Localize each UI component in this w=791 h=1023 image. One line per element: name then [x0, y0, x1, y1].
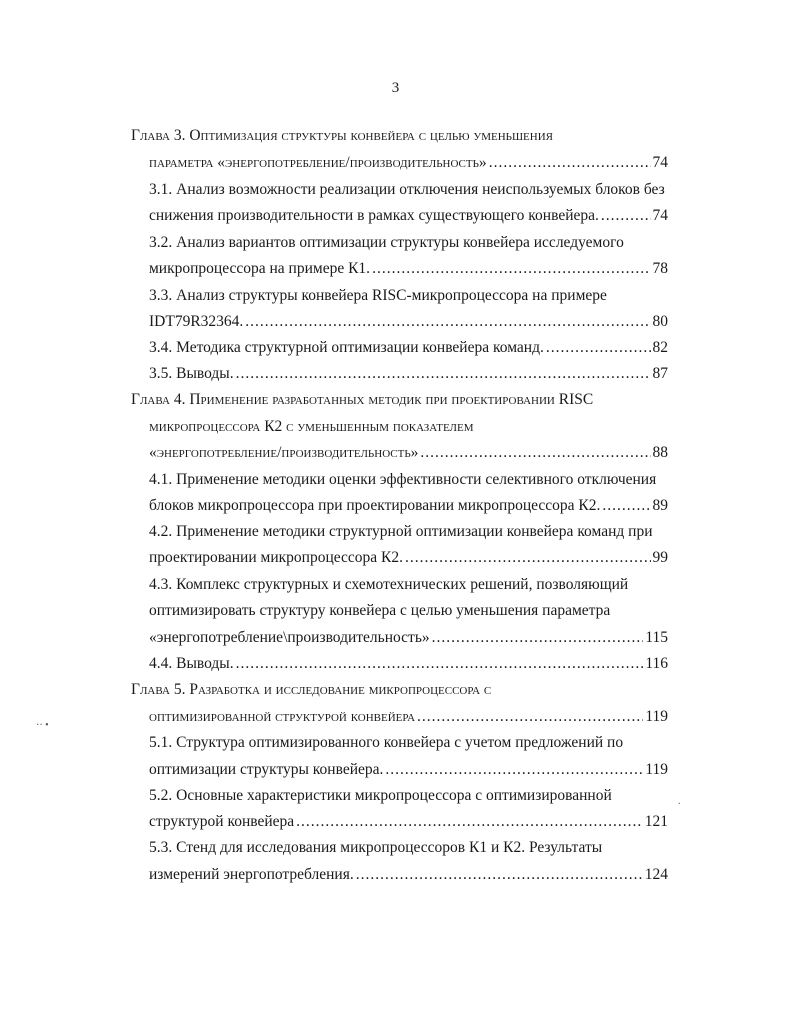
toc-5-1-entry[interactable]: [149, 760, 668, 780]
toc-page: 82: [652, 339, 668, 356]
toc-3-5-entry[interactable]: [149, 364, 668, 384]
toc-entry-text: 3.5. Выводы.: [149, 365, 234, 382]
leader-dots: [601, 206, 651, 226]
toc-entry-text: «энергопотребление\производительность»: [149, 629, 430, 646]
scan-artifact: .: [678, 796, 681, 807]
toc-chapter-3-entry[interactable]: [149, 153, 668, 173]
toc-4-3-title: 4.3. Комплекс структурных и схемотехнических решений, позволяющий: [149, 576, 629, 593]
toc-page: 121: [644, 813, 668, 830]
leader-dots: [405, 548, 651, 568]
toc-3-2-title: 3.2. Анализ вариантов оптимизации структуры конвейера исследуемого: [149, 234, 624, 251]
toc-entry-text: микропроцессора на примере К1.: [149, 260, 371, 277]
toc-page: 99: [652, 549, 668, 566]
toc-4-2-title: 4.2. Применение методики структурной оптимизации конвейера команд при: [149, 523, 653, 540]
toc-page: 119: [645, 708, 668, 725]
leader-dots: [372, 259, 650, 279]
toc-4-4-entry[interactable]: [149, 654, 668, 674]
toc-4-1-title: 4.1. Применение методики оценки эффективности селективного отключения: [149, 471, 657, 488]
toc-page: 88: [652, 444, 668, 461]
toc-page: 115: [645, 629, 668, 646]
leader-dots: [296, 812, 643, 832]
toc-3-4-entry[interactable]: [149, 338, 668, 358]
toc-3-1-entry[interactable]: [149, 206, 668, 226]
toc-chapter-4-entry[interactable]: [149, 443, 668, 463]
toc-entry-text: 3.4. Методика структурной оптимизации конвейера команд.: [149, 339, 544, 356]
toc-5-1-title: 5.1. Структура оптимизированного конвейера с учетом предложений по: [149, 734, 624, 751]
toc-3-3-title: 3.3. Анализ структуры конвейера RISC-микропроцессора на примере: [149, 287, 607, 304]
toc-5-3-title: 5.3. Стенд для исследования микропроцессоров К1 и К2. Результаты: [149, 839, 603, 856]
leader-dots: [385, 760, 643, 780]
leader-dots: [236, 654, 644, 674]
toc-4-3-entry[interactable]: [149, 628, 668, 648]
toc-page: 80: [652, 313, 668, 330]
toc-entry-text: проектировании микропроцессора К2.: [149, 549, 403, 566]
leader-dots: [602, 496, 650, 516]
leader-dots: [417, 707, 643, 727]
toc-entry-text: параметра «энергопотребление/производительность»: [149, 154, 487, 171]
toc-chapter-3-title: Глава 3. Оптимизация структуры конвейера с целью уменьшения: [131, 127, 554, 144]
toc-entry-text: IDT79R32364.: [149, 313, 244, 330]
scan-artifact: ·· •: [36, 720, 49, 731]
toc-5-2-title: 5.2. Основные характеристики микропроцессора с оптимизированной: [149, 787, 612, 804]
toc-entry-text: структурой конвейера: [149, 813, 295, 830]
toc-entry-text: измерений энергопотребления.: [149, 866, 354, 883]
toc-4-1-entry[interactable]: [149, 496, 668, 516]
toc-3-1-title: 3.1. Анализ возможности реализации отключения неиспользуемых блоков без: [149, 181, 665, 198]
toc-page: 116: [645, 655, 668, 672]
toc-entry-text: «энергопотребление/производительность»: [149, 444, 419, 461]
leader-dots: [546, 338, 651, 358]
page-number: 3: [391, 80, 400, 96]
toc-entry-text: блоков микропроцессора при проектировании микропроцессора К2.: [149, 497, 601, 514]
leader-dots: [420, 443, 650, 463]
leader-dots: [432, 628, 644, 648]
toc-5-3-entry[interactable]: [149, 865, 668, 885]
toc-page: 87: [652, 365, 668, 382]
toc-page: 78: [652, 260, 668, 277]
toc-chapter-4-title: Глава 4. Применение разработанных методик при проектировании RISC: [131, 391, 594, 408]
toc-3-2-entry[interactable]: [149, 259, 668, 279]
toc-page: 124: [644, 866, 668, 883]
toc-chapter-5-entry[interactable]: [149, 707, 668, 727]
toc-page: 119: [645, 761, 668, 778]
toc-entry-text: оптимизации структуры конвейера.: [149, 761, 384, 778]
toc-entry-text: 4.4. Выводы.: [149, 655, 234, 672]
toc-chapter-5-title: Глава 5. Разработка и исследование микропроцессора с: [131, 681, 492, 698]
toc-3-3-entry[interactable]: [149, 312, 668, 332]
toc-page: 74: [652, 207, 668, 224]
toc-entry-text: снижения производительности в рамках существующего конвейера.: [149, 207, 599, 224]
toc-4-3-title-2: оптимизировать структуру конвейера с целью уменьшения параметра: [149, 602, 611, 619]
toc-4-2-entry[interactable]: [149, 548, 668, 568]
leader-dots: [356, 865, 643, 885]
toc-chapter-4-title-2: микропроцессора К2 с уменьшенным показателем: [149, 418, 474, 435]
toc-entry-text: оптимизированной структурой конвейера: [149, 708, 416, 725]
toc-page: 89: [652, 497, 668, 514]
toc-page: 74: [652, 154, 668, 171]
leader-dots: [236, 364, 651, 384]
leader-dots: [245, 312, 650, 332]
leader-dots: [489, 153, 651, 173]
toc-5-2-entry[interactable]: [149, 812, 668, 832]
